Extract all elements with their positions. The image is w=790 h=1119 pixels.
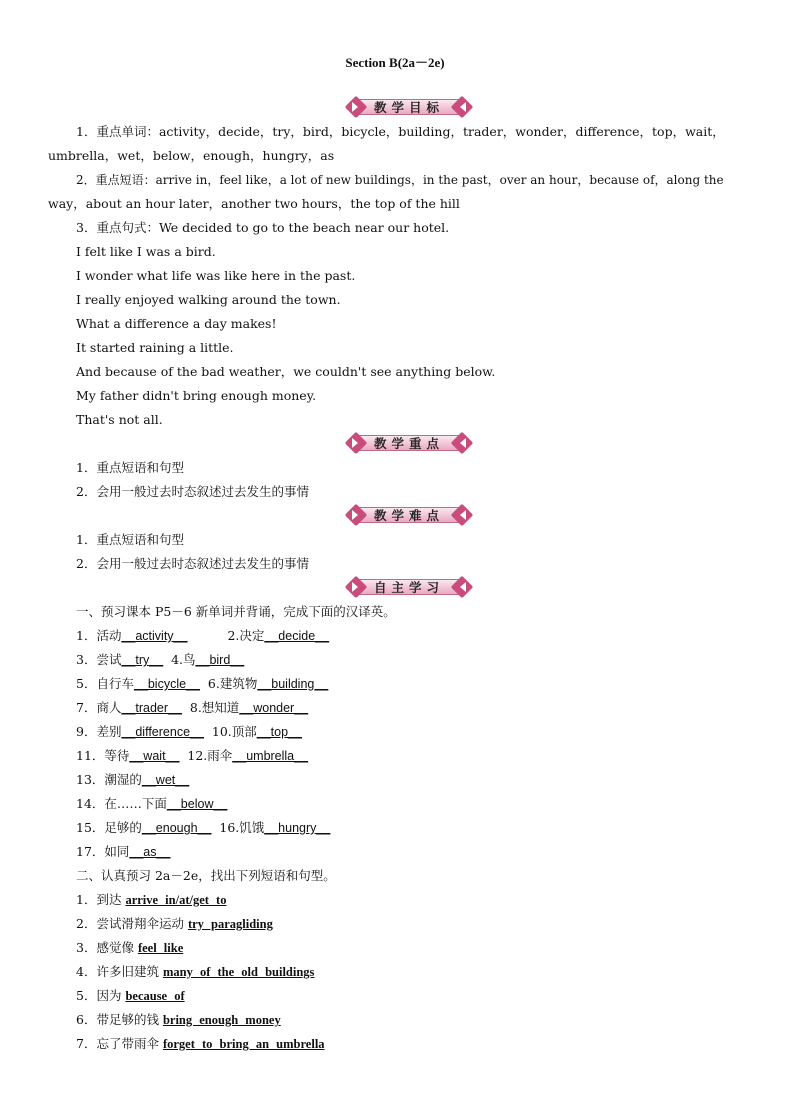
phrase-answer: try paragliding bbox=[187, 917, 273, 931]
vocab-prompt: 4.鸟 bbox=[171, 652, 196, 667]
vocab-prompt: 10.顶部 bbox=[211, 724, 257, 739]
badge-label: 教学重点 bbox=[373, 436, 444, 451]
phrase-item bbox=[76, 987, 776, 1005]
phrase-item bbox=[76, 963, 776, 981]
vocab-answer: __wet__ bbox=[141, 773, 190, 787]
vocab-answer: __top__ bbox=[256, 725, 302, 739]
page-title: Section B(2a－2e) bbox=[345, 55, 445, 70]
vocab-prompt: 6.建筑物 bbox=[207, 676, 258, 691]
phrase-answer: arrive in/at/get to bbox=[125, 893, 227, 907]
phrase-item bbox=[76, 915, 776, 933]
vocab-prompt: 1．活动 bbox=[76, 628, 122, 643]
goal-phrases-line2: way，about an hour later，another two hours，the top of the hill bbox=[48, 196, 460, 211]
badge-label: 自主学习 bbox=[373, 580, 444, 595]
section-badge-difficulties bbox=[346, 505, 472, 525]
vocab-row bbox=[76, 771, 776, 789]
key-point-item: 2．会用一般过去时态叙述过去发生的事情 bbox=[76, 484, 309, 499]
vocab-answer: __bicycle__ bbox=[133, 677, 200, 691]
part2-heading: 二、认真预习 2a－2e，找出下列短语和句型。 bbox=[76, 868, 336, 883]
vocab-answer: __as__ bbox=[129, 845, 171, 859]
vocab-prompt: 15．足够的 bbox=[76, 820, 142, 835]
phrase-prompt: 3．感觉像 bbox=[76, 940, 134, 955]
goal-sentence: My father didn't bring enough money. bbox=[76, 388, 317, 403]
key-point-item: 1．重点短语和句型 bbox=[76, 460, 184, 475]
vocab-prompt: 5．自行车 bbox=[76, 676, 134, 691]
badge-label: 教学难点 bbox=[373, 508, 444, 523]
vocab-answer: __below__ bbox=[166, 797, 228, 811]
phrase-answer: feel like bbox=[137, 941, 184, 955]
phrase-prompt: 1．到达 bbox=[76, 892, 122, 907]
vocab-prompt: 2.决定 bbox=[227, 628, 265, 643]
goal-sentence: It started raining a little. bbox=[76, 340, 234, 355]
vocab-prompt: 11．等待 bbox=[76, 748, 130, 763]
goal-sentence: I wonder what life was like here in the past. bbox=[76, 268, 356, 283]
difficulty-item: 2．会用一般过去时态叙述过去发生的事情 bbox=[76, 556, 309, 571]
vocab-answer: __trader__ bbox=[121, 701, 182, 715]
vocab-prompt: 3．尝试 bbox=[76, 652, 122, 667]
goal-words-line1: 1．重点单词：activity，decide，try，bird，bicycle，building，trader，wonder，difference，top，wait， bbox=[76, 124, 725, 139]
phrase-answer: many of the old buildings bbox=[162, 965, 315, 979]
vocab-prompt: 12.雨伞 bbox=[187, 748, 233, 763]
section-badge-self-study bbox=[346, 577, 472, 597]
phrase-item bbox=[76, 1011, 776, 1029]
vocab-answer: __bird__ bbox=[195, 653, 245, 667]
vocab-row bbox=[76, 699, 776, 717]
phrase-item bbox=[76, 939, 776, 957]
vocab-prompt: 9．差别 bbox=[76, 724, 122, 739]
vocab-prompt: 16.饥饿 bbox=[219, 820, 265, 835]
badge-label: 教学目标 bbox=[373, 100, 444, 115]
vocab-row bbox=[76, 795, 776, 813]
goal-sentences-heading: 3．重点句式：We decided to go to the beach near our hotel. bbox=[76, 220, 450, 235]
phrase-answer: because of bbox=[125, 989, 185, 1003]
goal-sentence: And because of the bad weather，we couldn't see anything below. bbox=[76, 364, 496, 379]
vocab-row bbox=[76, 747, 776, 765]
goal-sentence: What a difference a day makes! bbox=[76, 316, 277, 331]
vocab-row bbox=[76, 651, 776, 669]
goal-sentence: I felt like I was a bird. bbox=[76, 244, 216, 259]
vocab-answer: __hungry__ bbox=[264, 821, 331, 835]
vocab-answer: __building__ bbox=[257, 677, 329, 691]
goal-sentence: That's not all. bbox=[76, 412, 163, 427]
section-badge-goals bbox=[346, 97, 472, 117]
phrase-answer: forget to bring an umbrella bbox=[162, 1037, 325, 1051]
vocab-prompt: 14．在……下面 bbox=[76, 796, 167, 811]
vocab-row bbox=[76, 627, 776, 645]
goal-phrases-line1: 2．重点短语：arrive in，feel like，a lot of new buildings，in the past，over an hour，because of，along the bbox=[76, 173, 724, 187]
vocab-prompt: 7．商人 bbox=[76, 700, 122, 715]
vocab-answer: __wonder__ bbox=[239, 701, 309, 715]
vocab-prompt: 8.想知道 bbox=[189, 700, 240, 715]
part1-heading: 一、预习课本 P5－6 新单词并背诵，完成下面的汉译英。 bbox=[76, 604, 396, 619]
vocab-answer: __umbrella__ bbox=[232, 749, 309, 763]
vocab-row bbox=[76, 675, 776, 693]
goal-words-line2: umbrella，wet，below，enough，hungry，as bbox=[48, 148, 335, 163]
phrase-answer: bring enough money bbox=[162, 1013, 281, 1027]
phrase-item bbox=[76, 891, 776, 909]
phrase-prompt: 2．尝试滑翔伞运动 bbox=[76, 916, 184, 931]
phrase-prompt: 7．忘了带雨伞 bbox=[76, 1036, 159, 1051]
vocab-answer: __difference__ bbox=[121, 725, 204, 739]
phrase-prompt: 4．许多旧建筑 bbox=[76, 964, 159, 979]
goal-sentence: I really enjoyed walking around the town. bbox=[76, 292, 341, 307]
vocab-answer: __decide__ bbox=[264, 629, 330, 643]
vocab-answer: __try__ bbox=[121, 653, 164, 667]
vocab-row bbox=[76, 723, 776, 741]
difficulty-item: 1．重点短语和句型 bbox=[76, 532, 184, 547]
phrase-item bbox=[76, 1035, 776, 1053]
vocab-row bbox=[76, 819, 776, 837]
vocab-answer: __enough__ bbox=[141, 821, 212, 835]
vocab-prompt: 13．潮湿的 bbox=[76, 772, 142, 787]
phrase-prompt: 5．因为 bbox=[76, 988, 122, 1003]
vocab-row bbox=[76, 843, 776, 861]
vocab-prompt: 17．如同 bbox=[76, 844, 130, 859]
section-badge-key-points bbox=[346, 433, 472, 453]
vocab-answer: __wait__ bbox=[129, 749, 180, 763]
phrase-prompt: 6．带足够的钱 bbox=[76, 1012, 159, 1027]
vocab-answer: __activity__ bbox=[121, 629, 188, 643]
